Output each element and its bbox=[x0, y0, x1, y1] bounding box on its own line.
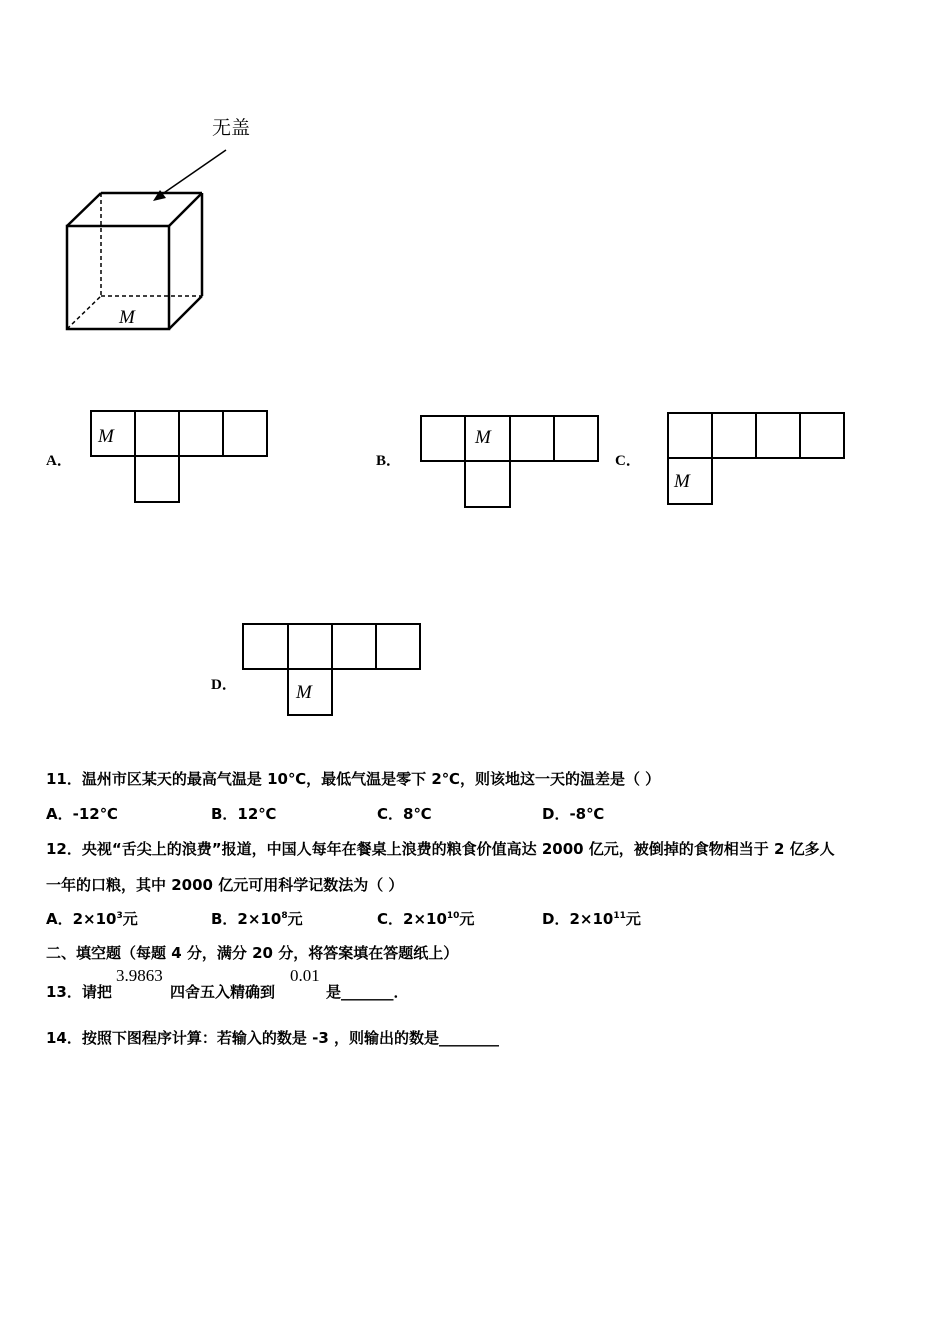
net-d-face-label: M bbox=[296, 682, 312, 703]
q11-choice-d: D．-8℃ bbox=[542, 805, 605, 823]
question-13-part-2: 四舍五入精确到 bbox=[170, 983, 276, 1001]
cube-face-label: M bbox=[119, 307, 135, 328]
section-2-title: 二、填空题（每题 4 分，满分 20 分，将答案填在答题纸上） bbox=[46, 944, 459, 962]
question-13-number-2: 0.01 bbox=[290, 966, 320, 985]
q12-choice-d: D．$2\times 10^{11}$元 bbox=[542, 910, 641, 928]
q11-choice-a: A．-12℃ bbox=[46, 805, 118, 823]
option-c-label: C． bbox=[615, 453, 641, 469]
option-d-label: D． bbox=[211, 677, 237, 693]
open-cube-figure bbox=[67, 150, 226, 329]
lid-label: 无盖 bbox=[212, 117, 251, 139]
net-b bbox=[421, 416, 598, 507]
question-11: 11．温州市区某天的最高气温是 10℃，最低气温是零下 2℃，则该地这一天的温差是（ ） bbox=[46, 770, 661, 788]
question-14: 14．按照下图程序计算：若输入的数是 -3 ，则输出的数是________ bbox=[46, 1029, 499, 1047]
option-b-label: B． bbox=[376, 453, 402, 469]
question-13-number-1: 3.9863 bbox=[116, 966, 163, 985]
net-c bbox=[668, 413, 844, 504]
q12-choice-a: A．$2\times 10^3$元 bbox=[46, 910, 138, 928]
net-a bbox=[91, 411, 267, 502]
net-c-face-label: M bbox=[674, 471, 690, 492]
q11-choice-c: C．8℃ bbox=[377, 805, 432, 823]
net-d bbox=[243, 624, 420, 715]
net-b-face-label: M bbox=[475, 427, 491, 448]
net-a-face-label: M bbox=[98, 426, 114, 447]
question-12-line-2: 一年的口粮，其中 2000 亿元可用科学记数法为（ ） bbox=[46, 876, 404, 894]
question-13-part-3: 是_______． bbox=[326, 983, 409, 1001]
q12-choice-b: B．$2\times 10^8$元 bbox=[211, 910, 303, 928]
question-12-line-1: 12．央视“舌尖上的浪费”报道，中国人每年在餐桌上浪费的粮食价值高达 2000 亿元，被倒掉的食物相当于 2 亿多人 bbox=[46, 840, 835, 858]
q12-choice-c: C．$2\times 10^{10}$元 bbox=[377, 910, 475, 928]
option-a-label: A． bbox=[46, 453, 72, 469]
q11-choice-b: B．12℃ bbox=[211, 805, 277, 823]
question-13-part-1: 13．请把 bbox=[46, 983, 112, 1001]
